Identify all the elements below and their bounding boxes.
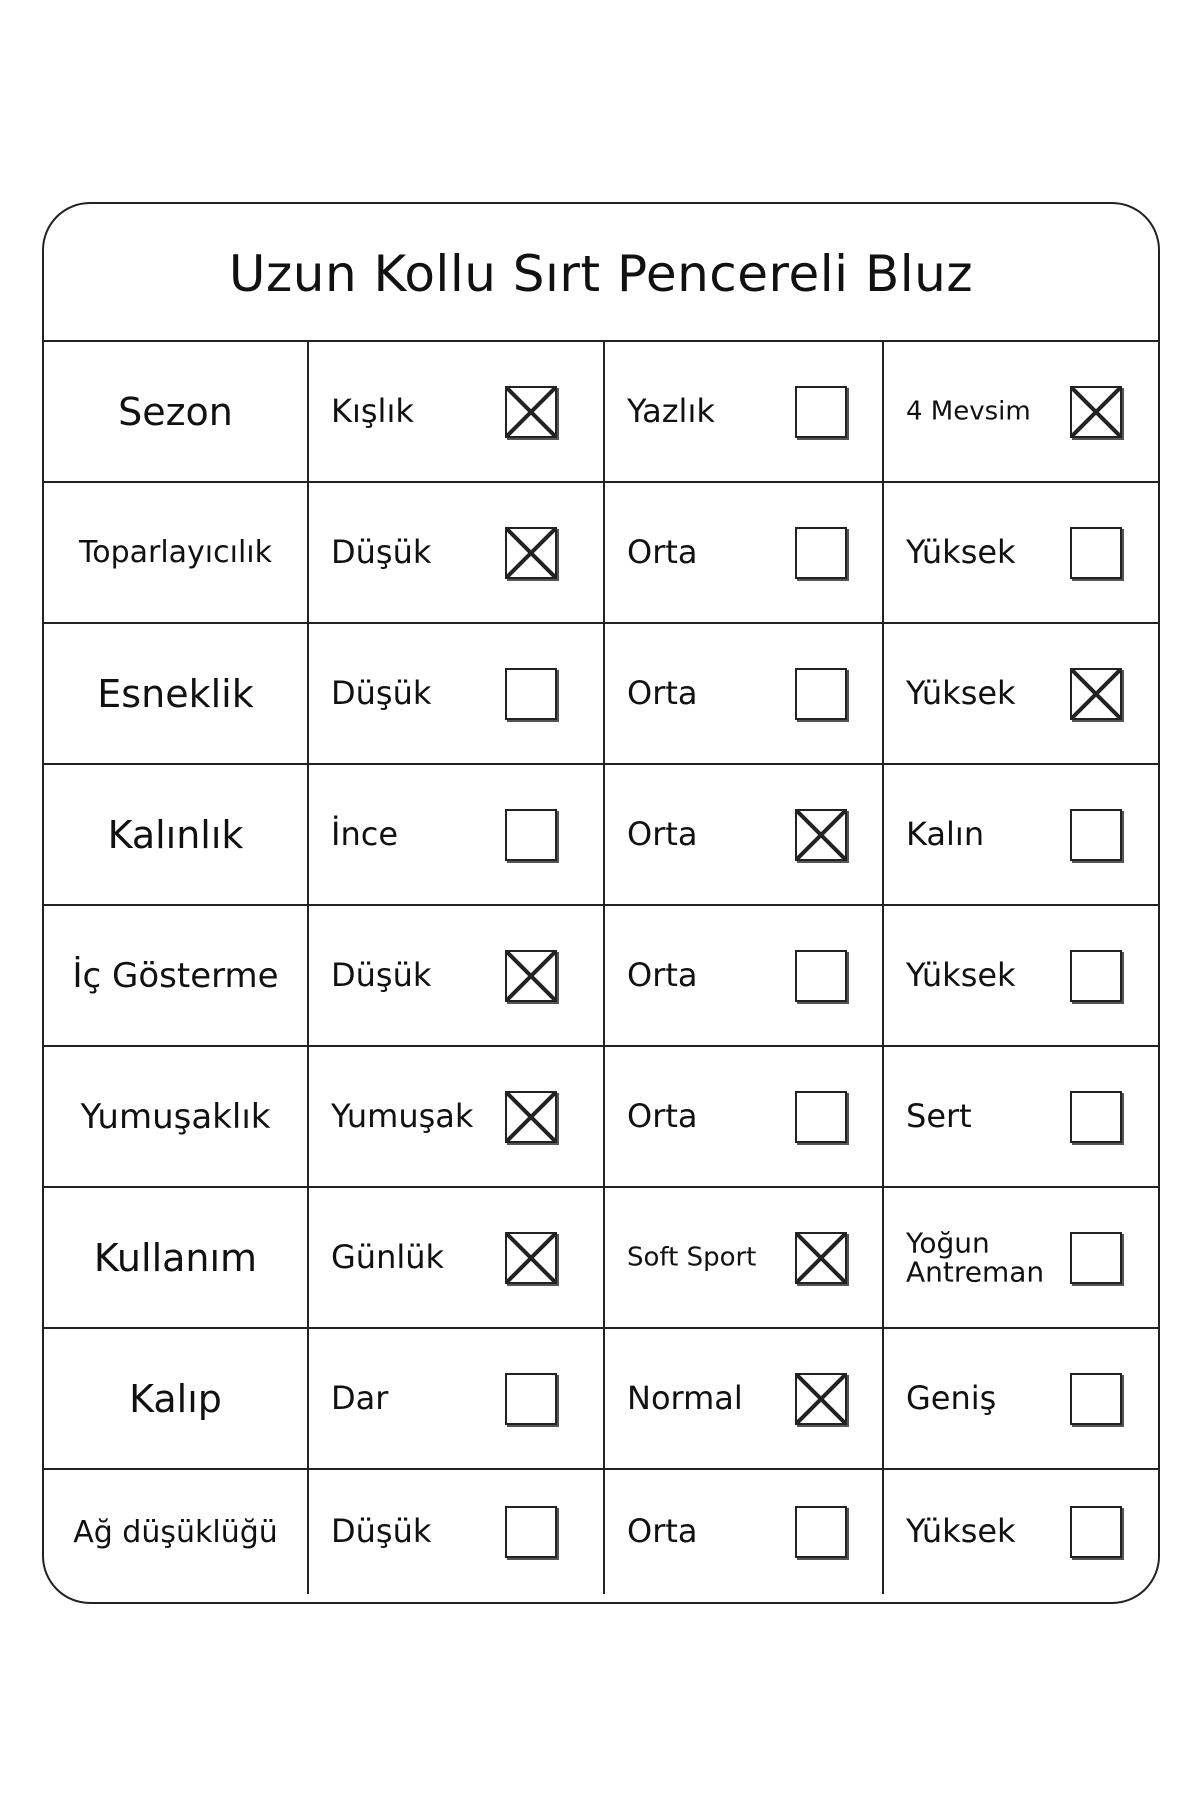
option-cell — [884, 1329, 1158, 1468]
x-mark-icon — [507, 529, 555, 577]
checked-checkbox[interactable] — [505, 527, 557, 579]
option-cell — [309, 1188, 605, 1327]
attribute-label: Kullanım — [44, 1188, 309, 1327]
option-label: Yüksek — [906, 532, 1016, 571]
option-label: Orta — [627, 532, 698, 571]
option-cell — [605, 1188, 884, 1327]
option-cell — [605, 765, 884, 904]
option-label: Yazlık — [627, 391, 715, 430]
empty-checkbox[interactable] — [505, 1373, 557, 1425]
empty-checkbox[interactable] — [505, 809, 557, 861]
x-mark-icon — [797, 811, 845, 859]
option-cell — [309, 342, 605, 481]
option-cell — [884, 765, 1158, 904]
checked-checkbox[interactable] — [795, 1373, 847, 1425]
product-attributes-card — [42, 202, 1160, 1604]
product-title: Uzun Kollu Sırt Pencereli Bluz — [44, 204, 1158, 342]
x-mark-icon — [507, 1234, 555, 1282]
checked-checkbox[interactable] — [1070, 386, 1122, 438]
option-label: Orta — [627, 673, 698, 712]
option-label: Orta — [627, 814, 698, 853]
option-label: Geniş — [906, 1378, 997, 1417]
empty-checkbox[interactable] — [795, 386, 847, 438]
attribute-row-yumusaklik — [44, 1047, 1158, 1188]
attribute-row-ic-gosterme — [44, 906, 1158, 1047]
option-cell — [884, 1188, 1158, 1327]
option-label: Düşük — [331, 955, 432, 994]
x-mark-icon — [1072, 388, 1120, 436]
option-cell — [884, 1470, 1158, 1594]
option-cell — [605, 624, 884, 763]
empty-checkbox[interactable] — [505, 1506, 557, 1558]
empty-checkbox[interactable] — [1070, 1091, 1122, 1143]
empty-checkbox[interactable] — [795, 1091, 847, 1143]
empty-checkbox[interactable] — [795, 527, 847, 579]
empty-checkbox[interactable] — [795, 950, 847, 1002]
attribute-label: Kalıp — [44, 1329, 309, 1468]
checked-checkbox[interactable] — [505, 1232, 557, 1284]
attribute-label: Ağ düşüklüğü — [44, 1470, 309, 1594]
option-label: Orta — [627, 1096, 698, 1135]
option-label: Kalın — [906, 814, 985, 853]
option-label: Günlük — [331, 1237, 445, 1276]
attribute-row-sezon — [44, 342, 1158, 483]
empty-checkbox[interactable] — [1070, 1373, 1122, 1425]
option-label: Dar — [331, 1378, 389, 1417]
attribute-label: İç Gösterme — [44, 906, 309, 1045]
empty-checkbox[interactable] — [1070, 1232, 1122, 1284]
option-label: 4 Mevsim — [906, 395, 1031, 426]
x-mark-icon — [797, 1234, 845, 1282]
attribute-row-toparlayicilik — [44, 483, 1158, 624]
option-label: Yumuşak — [331, 1096, 474, 1135]
option-label: Sert — [906, 1096, 972, 1135]
attributes-table — [44, 342, 1158, 1594]
option-cell — [605, 906, 884, 1045]
checked-checkbox[interactable] — [505, 1091, 557, 1143]
x-mark-icon — [797, 1375, 845, 1423]
checked-checkbox[interactable] — [505, 950, 557, 1002]
option-label: İnce — [331, 814, 398, 853]
option-label: Yüksek — [906, 955, 1016, 994]
option-label: Düşük — [331, 673, 432, 712]
x-mark-icon — [507, 952, 555, 1000]
option-label: Orta — [627, 1512, 698, 1551]
attribute-row-kalinlik — [44, 765, 1158, 906]
empty-checkbox[interactable] — [795, 668, 847, 720]
attribute-row-kalip — [44, 1329, 1158, 1470]
x-mark-icon — [507, 1093, 555, 1141]
option-cell — [309, 1470, 605, 1594]
option-cell — [605, 1329, 884, 1468]
option-cell — [605, 1047, 884, 1186]
option-label: Soft Sport — [627, 1241, 757, 1272]
x-mark-icon — [507, 388, 555, 436]
checked-checkbox[interactable] — [795, 809, 847, 861]
empty-checkbox[interactable] — [795, 1506, 847, 1558]
option-cell — [309, 483, 605, 622]
option-label: Yoğun Antreman — [906, 1226, 1045, 1289]
attribute-label: Yumuşaklık — [44, 1047, 309, 1186]
option-cell — [309, 1329, 605, 1468]
attribute-label: Toparlayıcılık — [44, 483, 309, 622]
option-cell — [884, 342, 1158, 481]
checked-checkbox[interactable] — [1070, 668, 1122, 720]
attribute-label: Esneklik — [44, 624, 309, 763]
option-cell — [605, 342, 884, 481]
attribute-label: Kalınlık — [44, 765, 309, 904]
option-cell — [309, 765, 605, 904]
option-cell — [884, 483, 1158, 622]
option-cell — [884, 906, 1158, 1045]
x-mark-icon — [1072, 670, 1120, 718]
option-label: Yüksek — [906, 673, 1016, 712]
empty-checkbox[interactable] — [1070, 950, 1122, 1002]
option-cell — [605, 1470, 884, 1594]
option-label: Normal — [627, 1378, 743, 1417]
option-cell — [605, 483, 884, 622]
option-cell — [884, 1047, 1158, 1186]
option-cell — [309, 906, 605, 1045]
option-cell — [884, 624, 1158, 763]
checked-checkbox[interactable] — [505, 386, 557, 438]
checked-checkbox[interactable] — [795, 1232, 847, 1284]
empty-checkbox[interactable] — [505, 668, 557, 720]
option-label: Orta — [627, 955, 698, 994]
option-label: Yüksek — [906, 1512, 1016, 1551]
empty-checkbox[interactable] — [1070, 809, 1122, 861]
option-label: Düşük — [331, 532, 432, 571]
attribute-row-ag-dusuklugu — [44, 1470, 1158, 1594]
option-cell — [309, 1047, 605, 1186]
attribute-label: Sezon — [44, 342, 309, 481]
option-label: Kışlık — [331, 391, 414, 430]
attribute-row-kullanim — [44, 1188, 1158, 1329]
empty-checkbox[interactable] — [1070, 527, 1122, 579]
option-label: Düşük — [331, 1512, 432, 1551]
empty-checkbox[interactable] — [1070, 1506, 1122, 1558]
option-cell — [309, 624, 605, 763]
attribute-row-esneklik — [44, 624, 1158, 765]
